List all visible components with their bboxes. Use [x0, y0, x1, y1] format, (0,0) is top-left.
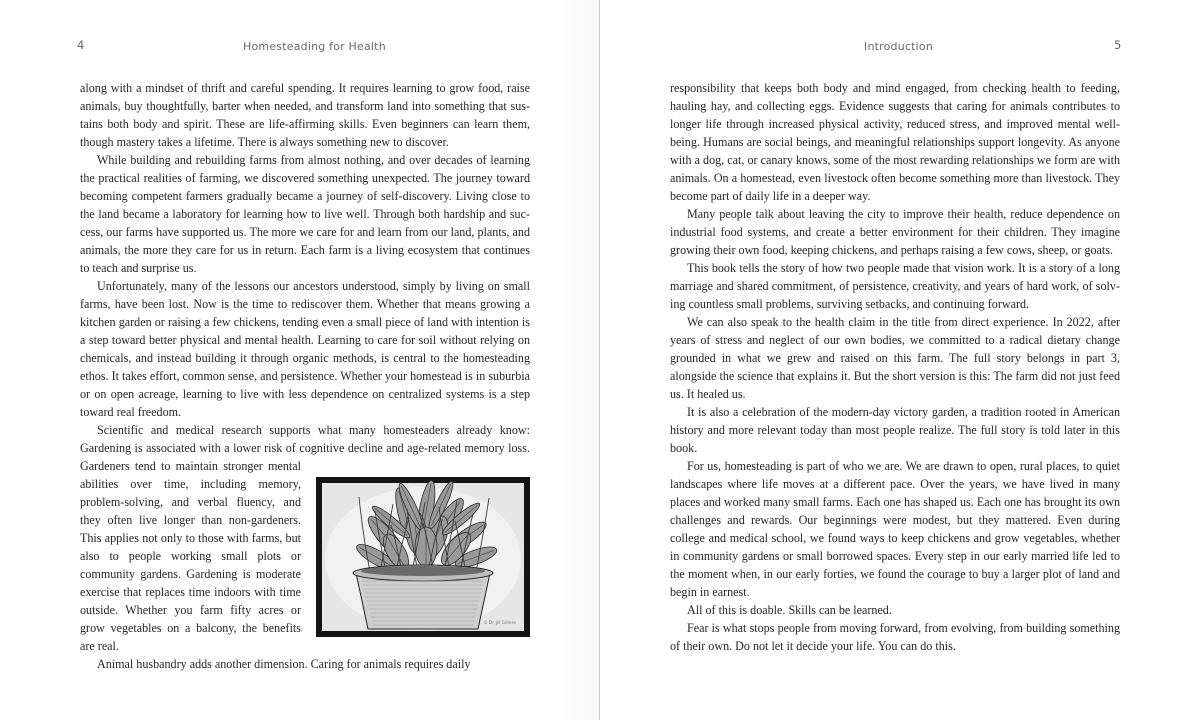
paragraph: Scientific and medical research supports what many homesteaders already know: Gardening is associated with a lower risk of cognitive decline and age-related memory loss. Gardeners tend to maintain stronger mental abilities over time, including memory, problem-solving, and verbal fluency, and they often live longer than non-gardeners. This applies not only to those with farms, but also to people working small plots or community gardens. Gardening is moderate exercise that replaces time indoors with time outside. Whether you farm fifty acres or grow vegetables on a balcony, the benefits are real.: [80, 423, 530, 653]
page-number-left: 4: [77, 38, 85, 52]
paragraph: responsibility that keeps both body and mind engaged, from checking health to feeding, hauling hay, and collecting eggs. Evidence suggests that caring for animals contributes to longer life through increased physical activity, reduced stress, and improved mental well-being. Humans are social beings, and meaningful relationships support longevity. As anyone with a dog, cat, or canary knows, some of the most rewarding relationships we form are with animals. On a homestead, even livestock often become something more than livestock. They become part of daily life in a deeper way.: [670, 81, 1120, 203]
potted-herb-garden-illustration-icon: [316, 477, 530, 637]
gutter-shadow-left: [560, 0, 599, 720]
potted-plant-illustration: [316, 477, 530, 637]
running-head-left: Homesteading for Health: [243, 40, 386, 53]
paragraph: For us, homesteading is part of who we are. We are drawn to open, rural places, to quiet landscapes where life moves at a different pace. Over the years, we have lived in many places and worked many small farms. Each one has shaped us. Each one has brought its own challenges and rewards. Our beginnings were modest, but they mattered. Even during college and medical school, we found ways to keep chickens and grow vegetables, whether in community gardens or small borrowed spaces. Every step in our early married life led to the moment when, in our early forties, we found the courage to buy a larger plot of land and begin in earnest.: [670, 459, 1120, 599]
page-number-right: 5: [1114, 38, 1122, 52]
illustration-credit: © Dr. Jill Grimes: [483, 620, 516, 625]
paragraph: Animal husbandry adds another dimension. Caring for animals requires daily: [97, 657, 471, 671]
paragraph: We can also speak to the health claim in the title from direct experience. In 2022, after years of stress and neglect of our own bodies, we committed to a radical dietary change grounded in what we grew and raised on this farm. The full story belongs in part 3, alongside the science that explains it. But the short version is this: The farm did not just feed us. It healed us.: [670, 315, 1120, 401]
paragraph: It is also a celebration of the modern-day victory garden, a tradition rooted in American history and more relevant today than most people realize. The full story is told later in this book.: [670, 405, 1120, 455]
figure-wrap-block: [80, 421, 530, 673]
paragraph: While building and rebuilding farms from almost nothing, and over decades of learning the practical realities of farming, we discovered something unexpected. The journey toward becoming competent farmers gradually became a journey of self-discovery. Living close to the land became a laboratory for learning how to live well. Through both hardship and success, our farms have supported us. The more we care for and learn from our land, plants, and animals, the more they care for us in return. Each farm is a living ecosystem that continues to teach and surprise us.: [80, 153, 530, 275]
paragraph: This book tells the story of how two people made that vision work. It is a story of a long marriage and shared commitment, of persistence, creativity, and years of hard work, of solving countless small problems, surviving setbacks, and continuing forward.: [670, 261, 1120, 311]
right-page-body: [670, 79, 1120, 655]
paragraph: along with a mindset of thrift and careful spending. It requires learning to grow food, raise animals, buy thoughtfully, barter when needed, and transform land into something that sustains both body and spirit. These are life-affirming skills. Even beginners can learn them, though mastery takes a lifetime. There is always something new to discover.: [80, 81, 530, 149]
right-page: [600, 0, 1200, 720]
paragraph: Many people talk about leaving the city to improve their health, reduce dependence on industrial food systems, and create a better environment for their children. They imagine growing their own food, keeping chickens, and perhaps raising a few cows, sheep, or goats.: [670, 207, 1120, 257]
paragraph: Fear is what stops people from moving forward, from evolving, from building something of their own. Do not let it decide your life. You can do this.: [670, 621, 1120, 653]
left-page-body: [80, 79, 530, 673]
running-head-right: Introduction: [864, 40, 934, 53]
paragraph: Unfortunately, many of the lessons our ancestors understood, simply by living on small farms, have been lost. Now is the time to rediscover them. Whether that means growing a kitchen garden or raising a few chickens, tending even a small piece of land with intention is a step toward better physical and mental health. Learning to care for soil without relying on chemicals, and instead building it through organic methods, is central to the homesteading ethos. It takes effort, common sense, and persistence. Whether your homestead is in suburbia or on open acreage, learning to live with less dependence on centralized systems is a step toward real freedom.: [80, 279, 530, 419]
paragraph: All of this is doable. Skills can be learned.: [687, 603, 892, 617]
